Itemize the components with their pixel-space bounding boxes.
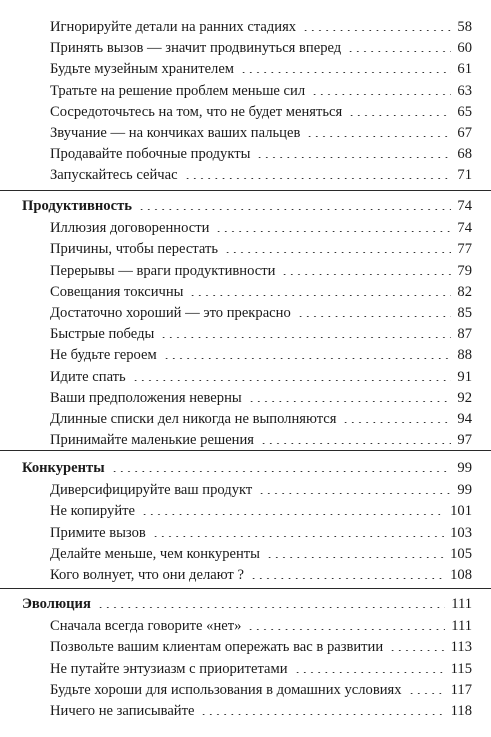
toc-entry-title: Ваши предположения неверны — [50, 389, 242, 406]
dot-leader — [294, 672, 445, 673]
toc-entry[interactable] — [50, 409, 472, 430]
toc-entry-title: Игнорируйте детали на ранних стадиях — [50, 19, 297, 35]
toc-entry[interactable] — [50, 38, 472, 59]
page-number: 60 — [457, 40, 472, 57]
toc-entry-title: Позвольте вашим клиентам опережать вас в развитии — [50, 639, 384, 656]
dot-leader — [248, 401, 452, 402]
toc-entry[interactable] — [50, 701, 472, 722]
page-number: 58 — [457, 19, 472, 35]
page-number: 71 — [457, 167, 472, 184]
page-number: 113 — [450, 639, 472, 656]
page-number: 65 — [457, 103, 472, 120]
dot-leader — [311, 94, 451, 95]
dot-leader — [302, 30, 451, 31]
dot-leader — [224, 252, 451, 253]
toc-entry-title: Принимайте маленькие решения — [50, 432, 255, 449]
toc-entry-title: Диверсифицируйте ваш продукт — [50, 482, 253, 499]
page-number: 101 — [450, 503, 472, 520]
page-number: 118 — [450, 703, 472, 719]
page-number: 88 — [457, 347, 472, 364]
page-number: 79 — [457, 262, 472, 279]
toc-entry[interactable] — [50, 388, 472, 409]
toc-entry[interactable] — [50, 565, 472, 586]
toc-entry-title: Достаточно хороший — это прекрасно — [50, 305, 291, 321]
dot-leader — [281, 274, 451, 275]
page-number: 85 — [457, 305, 472, 321]
toc-entry[interactable] — [50, 523, 472, 544]
toc-entry-title: Причины, чтобы перестать — [50, 241, 218, 258]
toc-entry[interactable] — [50, 501, 472, 522]
dot-leader — [256, 157, 451, 158]
toc-entry-title: Совещания токсичны — [50, 283, 184, 300]
dot-leader — [111, 471, 452, 472]
toc-entry-title: Ничего не записывайте — [50, 703, 195, 719]
dot-leader — [297, 316, 452, 317]
dot-leader — [260, 443, 451, 444]
toc-entry-title: Сначала всегда говорите «нет» — [50, 618, 242, 635]
page-number: 94 — [457, 411, 472, 427]
page-number: 91 — [457, 368, 472, 385]
dot-leader — [258, 493, 451, 494]
dot-leader — [266, 557, 444, 558]
page-number: 97 — [457, 432, 472, 449]
toc-entry-title: Быстрые победы — [50, 326, 155, 343]
page-number: 117 — [450, 681, 472, 698]
dot-leader — [215, 231, 451, 232]
toc-entry[interactable] — [50, 239, 472, 260]
toc-entry-title: Примите вызов — [50, 524, 146, 541]
page-number: 68 — [457, 146, 472, 163]
toc-entry-title: Идите спать — [50, 368, 126, 385]
toc-entry-title: Не будьте героем — [50, 347, 157, 364]
toc-entry[interactable] — [50, 165, 472, 186]
section-divider — [0, 588, 491, 589]
section-heading[interactable] — [22, 458, 472, 479]
section-heading-title: Конкуренты — [22, 460, 105, 476]
dot-leader — [408, 693, 445, 694]
page-number: 74 — [457, 220, 472, 237]
page-number: 111 — [451, 618, 472, 635]
dot-leader — [250, 578, 444, 579]
section-divider — [0, 190, 491, 191]
toc-entry[interactable] — [50, 144, 472, 165]
toc-entry-title: Продавайте побочные продукты — [50, 146, 251, 163]
dot-leader — [132, 380, 452, 381]
toc-entry[interactable] — [50, 616, 472, 637]
page-number: 99 — [457, 482, 472, 499]
dot-leader — [189, 295, 451, 296]
toc-entry-title: Запускайтесь сейчас — [50, 167, 178, 184]
toc-entry[interactable] — [50, 218, 472, 239]
toc-entry-title: Не копируйте — [50, 503, 135, 520]
toc-entry[interactable] — [50, 123, 472, 144]
dot-leader — [342, 422, 451, 423]
toc-entry-title: Не путайте энтузиазм с приоритетами — [50, 660, 288, 677]
toc-entry-title: Будьте музейным хранителем — [50, 61, 235, 78]
section-heading-title: Эволюция — [22, 596, 91, 612]
toc-entry[interactable] — [50, 303, 472, 324]
toc-entry-title: Перерывы — враги продуктивности — [50, 262, 276, 279]
toc-entry-title: Будьте хороши для использования в домашних условиях — [50, 681, 402, 698]
toc-entry[interactable] — [50, 480, 472, 501]
page-number: 67 — [457, 125, 472, 141]
page-number: 99 — [457, 460, 472, 476]
toc-entry-title: Звучание — на кончиках ваших пальцев — [50, 125, 301, 141]
toc-entry-title: Делайте меньше, чем конкуренты — [50, 545, 260, 562]
page-number: 115 — [450, 660, 472, 677]
page-number: 74 — [457, 198, 472, 214]
dot-leader — [184, 178, 452, 179]
page-number: 61 — [457, 61, 472, 78]
page-number: 77 — [457, 241, 472, 258]
toc-entry-title: Длинные списки дел никогда не выполняются — [50, 411, 337, 427]
toc-entry-title: Тратьте на решение проблем меньше сил — [50, 82, 306, 99]
dot-leader — [348, 115, 451, 116]
dot-leader — [247, 629, 445, 630]
page-number: 82 — [457, 283, 472, 300]
dot-leader — [200, 714, 444, 715]
dot-leader — [306, 136, 451, 137]
toc-entry-title: Принять вызов — значит продвинуться вперед — [50, 40, 342, 57]
section-heading[interactable] — [22, 594, 472, 615]
dot-leader — [160, 337, 451, 338]
toc-entry[interactable] — [50, 324, 472, 345]
dot-leader — [347, 51, 451, 52]
toc-entry-title: Сосредоточьтесь на том, что не будет меняться — [50, 103, 343, 120]
toc-entry[interactable] — [50, 261, 472, 282]
dot-leader — [141, 514, 444, 515]
dot-leader — [240, 72, 451, 73]
page-number: 108 — [450, 567, 472, 583]
section-heading[interactable] — [22, 196, 472, 217]
toc-entry[interactable] — [50, 659, 472, 680]
toc-entry-title: Иллюзия договоренности — [50, 220, 210, 237]
toc-entry[interactable] — [50, 367, 472, 388]
toc-entry[interactable] — [50, 102, 472, 123]
page-number: 63 — [457, 82, 472, 99]
page-number: 111 — [451, 596, 472, 612]
toc-entry[interactable] — [50, 17, 472, 38]
toc-entry[interactable] — [50, 345, 472, 366]
toc-entry[interactable] — [50, 544, 472, 565]
page-number: 87 — [457, 326, 472, 343]
dot-leader — [152, 536, 444, 537]
page-number: 103 — [450, 524, 472, 541]
toc-entry[interactable] — [50, 680, 472, 701]
toc-entry[interactable] — [50, 430, 472, 451]
page-number: 105 — [450, 545, 472, 562]
toc-entry[interactable] — [50, 282, 472, 303]
toc-entry[interactable] — [50, 81, 472, 102]
dot-leader — [163, 358, 452, 359]
toc-entry[interactable] — [50, 59, 472, 80]
dot-leader — [389, 650, 444, 651]
toc-entry[interactable] — [50, 637, 472, 658]
section-heading-title: Продуктивность — [22, 198, 132, 214]
dot-leader — [138, 209, 451, 210]
toc-entry-title: Кого волнует, что они делают ? — [50, 567, 244, 583]
page-number: 92 — [457, 389, 472, 406]
dot-leader — [97, 607, 445, 608]
